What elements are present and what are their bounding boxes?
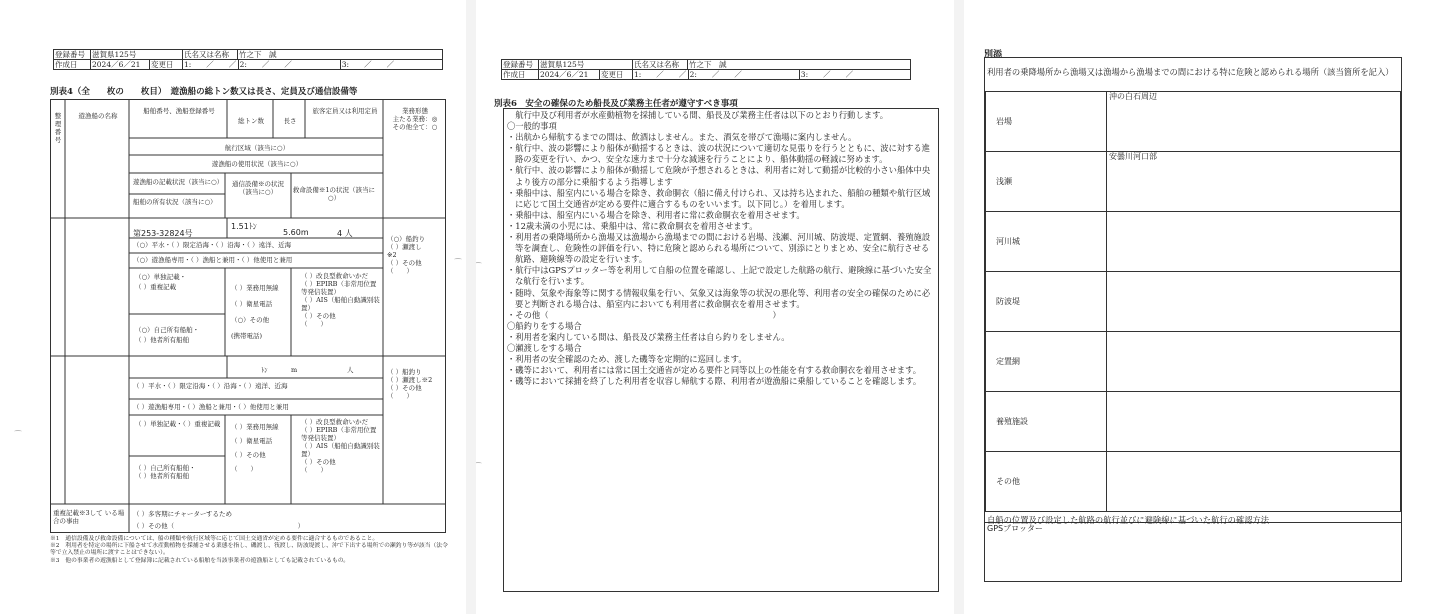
row-value: [1107, 392, 1401, 452]
change-1: 1: ／ ／: [184, 60, 237, 69]
row-value: [1107, 332, 1401, 392]
reg-no-value: 滋賀県125号: [539, 60, 633, 70]
row-label: 河川城: [986, 212, 1107, 272]
annex-title: 別添: [984, 50, 1003, 60]
change-1: 1: ／ ／: [634, 70, 687, 79]
r1-boat-no: 第253-32824号: [133, 229, 193, 238]
form4-grid: [51, 100, 445, 532]
col-area: 航行区域（該当に○）: [224, 144, 290, 152]
annex-intro: 利用者の乗降場所から漁場又は漁場から漁場までの間における特に危険と認められる場所（該当箇所を記入）: [987, 67, 1394, 77]
r1-life: （ ）改良型救命いかだ （ ）EPIRB（非常用位置等発信装置） （ ）AIS（船舶自動識別装置） （ ）その他 （ ）: [301, 272, 380, 328]
dup-opt2: （ ）その他（ ）: [133, 522, 305, 530]
r1-business: （○）船釣り （ ）瀬渡し ※2 （ ）その他 （ ）: [387, 235, 426, 275]
form4-table: [50, 99, 446, 533]
col-length: 長さ: [283, 117, 297, 125]
reg-no-value: 滋賀県125号: [91, 50, 183, 60]
form6-line: ・航行中はGPSプロッター等を利用して自船の位置を確認し、上記で設定した航路の航行、避険線に基づいた安全な航行を行います。: [507, 265, 932, 287]
r2-usage: （ ）遊漁船専用・（ ）漁船と兼用・（ ）他使用と兼用: [133, 403, 289, 411]
col-owner: 船舶の所有状況（該当に○）: [133, 198, 217, 206]
r1-rec-dup: （ ）重複記載: [135, 283, 177, 291]
form6-line: ・その他（ ）: [507, 309, 781, 320]
r2-business: （ ）船釣り （ ）瀬渡し※2 （ ）その他 （ ）: [387, 368, 433, 400]
r2-area: （ ）平水・（ ）限定沿海・（ ）沿海・（ ）遠洋、近海: [133, 382, 288, 390]
method-label: 自船の位置及び設定した航路の航行並びに避険線に基づいた航行の確認方法: [987, 515, 1270, 525]
form6-line: ・利用者の乗降場所から漁場又は漁場から漁場までの間における岩場、浅瀬、河川城、防波堤、定置網、養殖施設等を調査し、危険性の評価を行い、特に危険と認められる場所について、別添にとりまとめ、安全に航行させる航路、避険線等の設定を行います。: [507, 232, 931, 265]
change-2: 2: ／ ／: [688, 70, 799, 80]
form6-line: ・12歳未満の小児には、乗船中は、常に救命胴衣を着用させます。: [507, 220, 758, 231]
form6-page: [476, 0, 954, 614]
name-value: 竹之下 誠: [238, 50, 443, 60]
form6-line: ・磯等において採捕を終了した利用者を収容し帰航する際、利用者が遊漁船に乗船していることを確認します。: [507, 376, 922, 387]
form6-body: [503, 108, 939, 592]
r2-comm: （ ）業務用無線 （ ）衛星電話 （ ）その他 （ ）: [231, 423, 279, 473]
punch-mark: [454, 258, 462, 261]
punch-mark: [476, 462, 482, 465]
created-date: 2024／6／21: [91, 60, 150, 70]
row-label: その他: [986, 452, 1107, 512]
note-1: ※1 通信設備及び救命設備については、船の種類や航行区域等に応じて国土交通省が定める要件に適合するものであること。: [50, 536, 379, 542]
form6-line: ・出航から帰航するまでの間は、飲酒はしません。また、酒気を帯びて漁場に案内しません。: [507, 132, 857, 143]
form4-notes: [50, 536, 450, 565]
header-table: [501, 59, 911, 80]
change-2: 2: ／ ／: [238, 60, 340, 70]
annex-box: [984, 57, 1402, 582]
method-value: GPSプロッター: [987, 524, 1043, 533]
form6-line: ・利用者の安全確認のため、渡した磯等を定期的に巡回します。: [507, 354, 747, 365]
r2-owner: （ ）自己所有船舶・ （ ）他者所有船舶: [135, 464, 196, 480]
form6-line: ・航行中、波の影響により船体が動揺して危険が予想されるときは、利用者に対して動揺が比較的小さい船体中央より後方の部分に乗船するよう指導します: [507, 165, 931, 187]
form6-line: 航行中及び利用者が水産動植物を採捕している間、船長及び業務主任者は以下のとおり行動します。: [507, 110, 888, 120]
form6-line: ・随時、気象や海象等に関する情報収集を行い、気象又は海象等の状況の悪化等、利用者の安全の確保のために必要と判断される場合は、船室内においても利用者に救命胴衣を着用させます。: [507, 287, 931, 309]
created-label: 作成日: [502, 70, 539, 80]
form4-title: 別表4（全 枚の 枚目） 遊漁船の総トン数又は長さ、定員及び通信設備等: [50, 87, 358, 97]
change-3: 3: ／ ／: [340, 60, 442, 70]
created-date: 2024／6／21: [539, 70, 600, 80]
form6-heading: 〇瀬渡しをする場合: [507, 342, 582, 353]
annex-table: [985, 91, 1401, 512]
row-value: [1107, 212, 1401, 272]
r1-length: 5.60m: [283, 228, 309, 237]
dup-opt1: （ ）多客期にチャーターするため: [133, 510, 233, 518]
table-row: [986, 152, 1401, 212]
annex-page: [964, 0, 1442, 614]
form6-line: ・航行中、波の影響により船体が動揺するときは、波の状況について適切な見張りを行うとともに、波に対する進路の変更を行い、かつ、安全な速力まで十分な減速を行うことにより、船体動揺の軽減に努めます。: [507, 143, 930, 165]
r1-owner-self: （○）自己所有船舶・: [135, 326, 200, 334]
change-3: 3: ／ ／: [799, 70, 910, 80]
r1-owner-other: （ ）他者所有船舶: [135, 336, 190, 344]
r1-comm: （ ）業務用無線 （ ）衛星電話 （○）その他 (携帯電話): [231, 284, 279, 340]
row-value: [1107, 452, 1401, 512]
r1-capacity: 4 人: [337, 229, 353, 238]
form6-line: ・乗船中は、船室内にいる場合を除き、利用者に常に救命胴衣を着用させます。: [507, 209, 805, 220]
r2-unit-m: m: [291, 366, 298, 374]
col-business: 業務形態 主たる業務：◎ その他全て：○: [392, 107, 438, 131]
r2-life: （ ）改良型救命いかだ （ ）EPIRB（非常用位置等発信装置） （ ）AIS（船舶自動識別装置） （ ）その他 （ ）: [301, 418, 380, 474]
col-boat-name: 遊漁船の名称: [78, 112, 118, 120]
row-value: 安曇川河口部: [1107, 152, 1401, 212]
col-comm: 通信設備※の状況（該当に○）: [232, 180, 284, 196]
table-row: [986, 92, 1401, 152]
col-usage: 遊漁船の使用状況（該当に○）: [211, 160, 303, 168]
row-value: [1107, 272, 1401, 332]
form6-heading: 〇一般的事項: [507, 121, 557, 132]
created-label: 作成日: [54, 60, 91, 70]
row-label: 定置網: [986, 332, 1107, 392]
col-life: 救命設備※1の状況（該当に○）: [292, 186, 376, 202]
form6-line: ・乗船中は、船室内にいる場合を除き、救命胴衣（船に備え付けられ、又は持ち込まれた、船舶の種類や航行区域に応じて国土交通省が定める要件に適合するものをいいます。以下同じ。）を着用します。: [507, 187, 931, 209]
form6-title: 別表6 安全の確保のため船長及び業務主任者が遵守すべき事項: [494, 99, 738, 109]
dup-label: 重複記載※3して いる場合の事由: [53, 509, 125, 525]
row-label: 浅瀬: [986, 152, 1107, 212]
reg-no-label: 登録番号: [502, 60, 539, 70]
note-3: ※3 他の事業者の遊漁船として登録簿に記載されている船舶を当該事業者の遊漁船としても記載されているもの。: [50, 557, 350, 564]
form4-page: [0, 0, 466, 614]
r1-area: （○）平水・（ ）限定沿海・（ ）沿海・（ ）遠洋、近海: [133, 241, 292, 249]
row-label: 防波堤: [986, 272, 1107, 332]
changed-label: 変更日: [150, 60, 183, 70]
table-row: [986, 392, 1401, 452]
form6-line: ・利用者を案内している間は、船長及び業務主任者は自ら釣りをしません。: [507, 331, 790, 342]
row-label: 養殖施設: [986, 392, 1107, 452]
r2-rec: （ ）単独記載・（ ）重複記載: [135, 420, 221, 428]
r2-unit-person: 人: [347, 366, 354, 374]
table-row: [986, 332, 1401, 392]
punch-mark: [14, 430, 22, 433]
header-table: [53, 49, 443, 70]
name-label: 氏名又は名称: [183, 50, 238, 60]
reg-no-label: 登録番号: [54, 50, 91, 60]
col-boat-no: 船舶番号、漁船登録番号: [143, 107, 215, 115]
punch-mark: [476, 262, 482, 265]
name-value: 竹之下 誠: [688, 60, 911, 70]
form6-heading: 〇船釣りをする場合: [507, 320, 582, 331]
changed-label: 変更日: [600, 70, 633, 80]
table-row: [986, 272, 1401, 332]
col-record: 遊漁船の記載状況（該当に○）: [133, 178, 224, 186]
r1-usage: （○）遊漁船専用・（ ）漁船と兼用・（ ）他使用と兼用: [133, 256, 293, 264]
name-label: 氏名又は名称: [633, 60, 688, 70]
col-tonnage: 総トン数: [238, 117, 264, 125]
row-value: 沖の白石周辺: [1107, 92, 1401, 152]
col-capacity: 旅客定員又は利用定員: [312, 107, 378, 115]
r1-tonnage: 1.51ﾄﾝ: [231, 222, 257, 231]
table-row: [986, 212, 1401, 272]
row-label: 岩場: [986, 92, 1107, 152]
r2-unit-ton: ﾄﾝ: [261, 366, 268, 374]
table-row: [986, 452, 1401, 512]
note-2: ※2 利用者を特定の場所に下船させて水産動植物を採捕させる業態を指し、磯渡し、筏渡し、防波堤渡し、沖で下出する場所での瀬釣り等が該当（法令等で立入禁止の場所に渡すことはできない）。: [50, 543, 448, 557]
form6-line: ・磯等において、利用者には常に国土交通省が定める要件と同等以上の性能を有する救命胴衣を着用させます。: [507, 365, 922, 376]
r1-rec-single: （○）単独記載・: [135, 273, 187, 281]
col-no: 整理番号: [54, 112, 62, 144]
